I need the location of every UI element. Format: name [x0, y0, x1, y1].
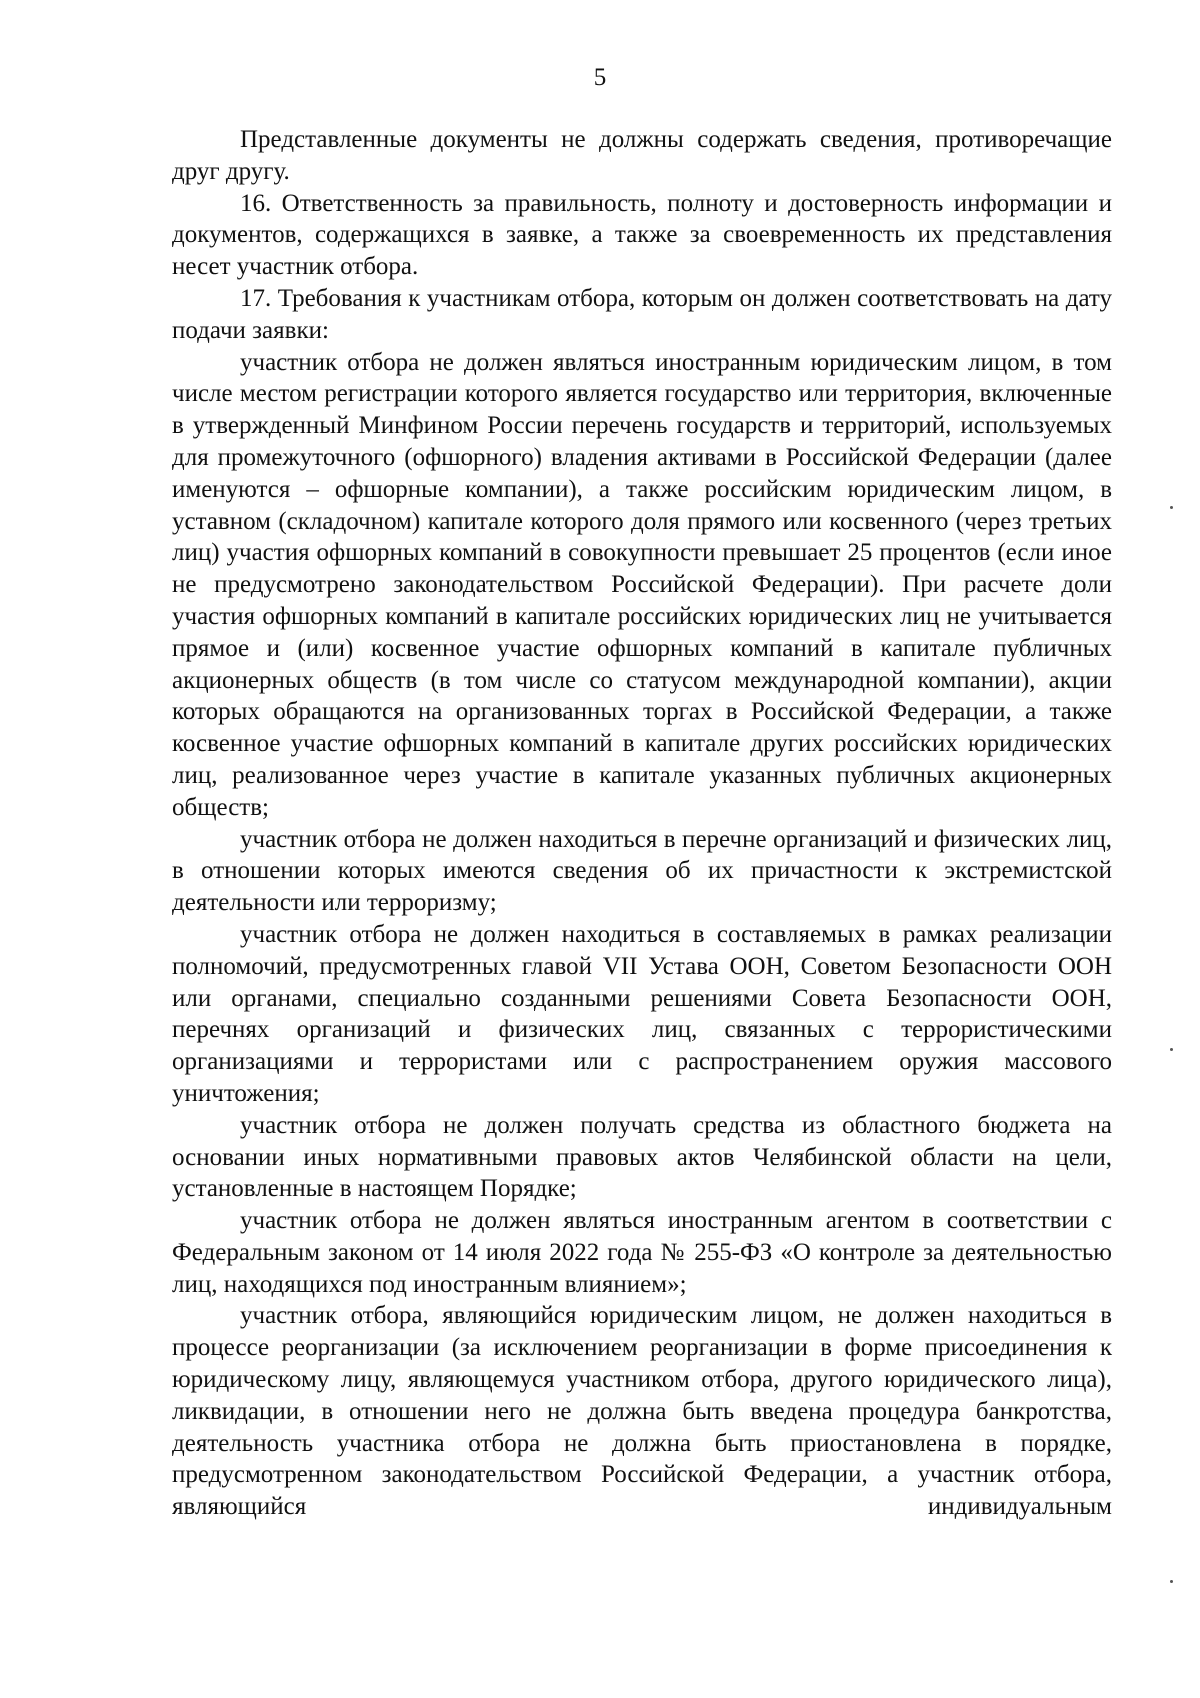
paragraph-offshore-requirement: участник отбора не должен являться иностранным юридическим лицом, в том числе местом регистрации которого является государство или территория, включенные в утвержденный Минфином России перечень государств и территорий, используемых для промежуточного (офшорного) владения активами в Российской Федерации (далее именуются – офшорные компании), а также российским юридическим лицом, в уставном (складочном) капитале которого доля прямого или косвенного (через третьих лиц) участия офшорных компаний в совокупности превышает 25 процентов (если иное не предусмотрено законодательством Российской Федерации). При расчете доли участия офшорных компаний в капитале российских юридических лиц не учитывается прямое и (или) косвенное участие офшорных компаний в капитале публичных акционерных обществ (в том числе со статусом международной компании), акции которых обращаются на организованных торгах в Российской Федерации, а также косвенное участие офшорных компаний в капитале других российских юридических лиц, реализованное через участие в капитале указанных публичных акционерных обществ;	[172, 348, 1112, 821]
paragraph-documents-consistency: Представленные документы не должны содержать сведения, противоречащие друг другу.	[172, 126, 1112, 185]
paragraph-foreign-agent-requirement: участник отбора не должен являться иностранным агентом в соответствии с Федеральным законом от 14 июля 2022 года № 255-ФЗ «О контроле за деятельностью лиц, находящихся под иностранным влиянием»;	[172, 1207, 1112, 1298]
paragraph-budget-funds-requirement: участник отбора не должен получать средства из областного бюджета на основании иных нормативными правовых актов Челябинской области на цели, установленные в настоящем Порядке;	[172, 1111, 1112, 1203]
scan-speck	[1170, 506, 1173, 509]
paragraph-reorganization-requirement: участник отбора, являющийся юридическим лицом, не должен находиться в процессе реорганизации (за исключением реорганизации в форме присоединения к юридическому лицу, являющемуся участником отбора, другого юридического лица), ликвидации, в отношении него не должна быть введена процедура банкротства, деятельность участника отбора не должна быть приостановлена в порядке, предусмотренном законодательством Российской Федерации, а участник отбора, являющийся индивидуальным	[172, 1302, 1112, 1521]
page-number: 5	[593, 64, 607, 91]
paragraph-un-sanctions-requirement: участник отбора не должен находиться в составляемых в рамках реализации полномочий, предусмотренных главой VII Устава ООН, Советом Безопасности ООН или органами, специально созданными решениями Совета Безопасности ООН, перечнях организаций и физических лиц, связанных с террористическими организациями и террористами или с распространением оружия массового уничтожения;	[172, 920, 1112, 1107]
scan-speck	[1170, 1048, 1173, 1051]
scan-speck	[1170, 1580, 1173, 1583]
document-body	[172, 124, 1112, 1523]
paragraph-extremism-requirement: участник отбора не должен находиться в перечне организаций и физических лиц, в отношении которых имеются сведения об их причастности к экстремистской деятельности или терроризму;	[172, 825, 1112, 917]
paragraph-item-16: 16. Ответственность за правильность, полноту и достоверность информации и документов, содержащихся в заявке, а также за своевременность их представления несет участник отбора.	[172, 189, 1112, 281]
paragraph-item-17: 17. Требования к участникам отбора, которым он должен соответствовать на дату подачи заявки:	[172, 284, 1112, 344]
